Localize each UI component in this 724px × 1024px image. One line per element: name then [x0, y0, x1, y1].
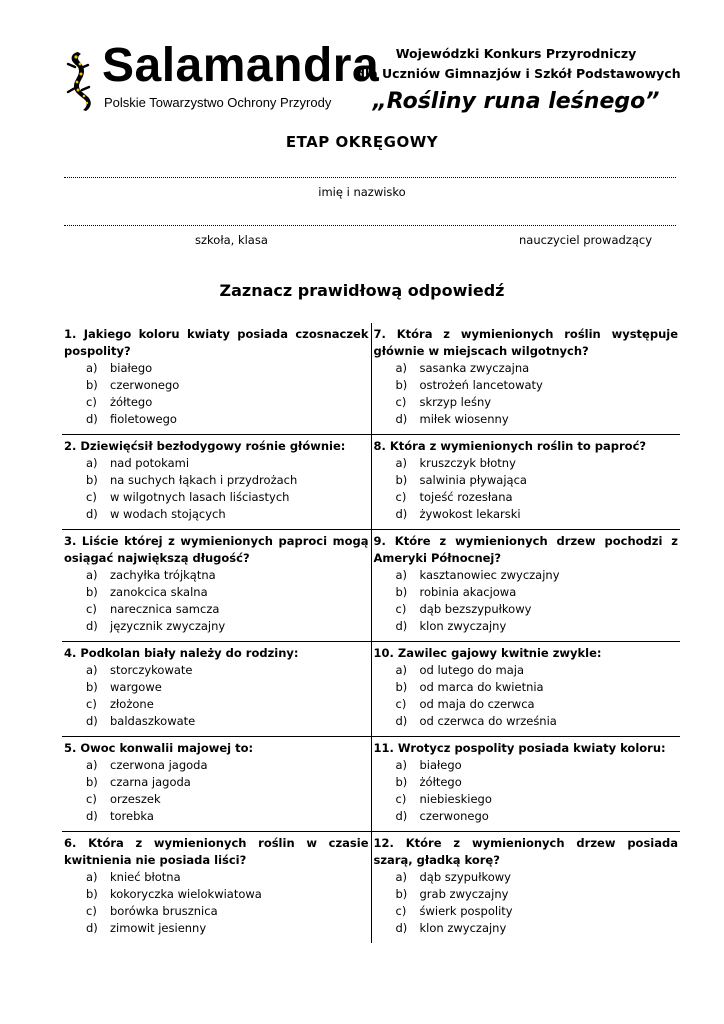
answer-option[interactable] — [396, 618, 679, 635]
answer-letter: c) — [86, 697, 97, 711]
answer-option[interactable] — [86, 886, 369, 903]
answer-option[interactable] — [396, 886, 679, 903]
answer-text: od czerwca do września — [419, 714, 557, 728]
answer-letter: b) — [395, 585, 408, 599]
answer-text: salwinia pływająca — [419, 473, 527, 487]
answer-text: zachyłka trójkątna — [110, 568, 216, 582]
answer-text: żywokost lekarski — [419, 507, 521, 521]
answer-text: białego — [110, 361, 153, 375]
answer-option[interactable] — [86, 774, 369, 791]
answer-text: sasanka zwyczajna — [419, 361, 530, 375]
question-cell — [62, 323, 371, 435]
answer-option[interactable] — [396, 757, 679, 774]
answer-text: borówka brusznica — [110, 904, 218, 918]
question-row — [62, 435, 680, 530]
question-text: 8. Która z wymienionych roślin to paproć? — [373, 439, 647, 453]
school-field-label: szkoła, klasa — [195, 233, 268, 247]
question-text: 1. Jakiego koloru kwiaty posiada czosnaczek pospolity? — [64, 327, 369, 358]
logo-subtitle: Polskie Towarzystwo Ochrony Przyrody — [104, 95, 332, 110]
question-text: 7. Która z wymienionych roślin występuje głównie w miejscach wilgotnych? — [373, 327, 678, 358]
question-cell — [371, 530, 680, 642]
question-text: 10. Zawilec gajowy kwitnie zwykle: — [373, 646, 602, 660]
answer-letter: c) — [395, 904, 407, 918]
answer-text: złożone — [110, 697, 154, 711]
name-field-line — [64, 177, 676, 178]
answer-text: od lutego do maja — [419, 663, 525, 677]
answer-option[interactable] — [396, 455, 679, 472]
answer-option[interactable] — [86, 662, 369, 679]
contest-header — [356, 44, 681, 118]
answer-list — [374, 360, 679, 428]
answer-letter: c) — [395, 792, 407, 806]
logo-word: Salamandra — [102, 39, 380, 92]
answer-letter: b) — [395, 378, 408, 392]
answer-option[interactable] — [86, 903, 369, 920]
answer-option[interactable] — [396, 869, 679, 886]
answer-text: żółtego — [419, 775, 462, 789]
answer-option[interactable] — [86, 713, 369, 730]
question-row — [62, 530, 680, 642]
answer-letter: d) — [395, 507, 408, 521]
answer-letter: a) — [86, 758, 98, 772]
answer-option[interactable] — [86, 455, 369, 472]
question-cell — [62, 737, 371, 832]
answer-letter: c) — [86, 602, 97, 616]
answer-letter: a) — [86, 663, 98, 677]
answer-option[interactable] — [86, 567, 369, 584]
answer-letter: b) — [395, 887, 408, 901]
answer-text: czerwonego — [110, 378, 180, 392]
answer-option[interactable] — [86, 618, 369, 635]
answer-option[interactable] — [396, 489, 679, 506]
question-cell — [62, 642, 371, 737]
answer-text: knieć błotna — [110, 870, 181, 884]
school-field-line — [64, 225, 676, 226]
answer-option[interactable] — [86, 377, 369, 394]
answer-letter: b) — [395, 775, 408, 789]
answer-letter: b) — [395, 680, 408, 694]
question-cell — [371, 435, 680, 530]
stage-title: ETAP OKRĘGOWY — [285, 133, 439, 151]
answer-letter: b) — [86, 887, 98, 901]
contest-title: „Rośliny runa leśnego” — [372, 89, 660, 114]
answer-letter: b) — [86, 473, 98, 487]
answer-option[interactable] — [86, 411, 369, 428]
answer-list — [374, 869, 679, 937]
answer-letter: c) — [395, 602, 407, 616]
answer-letter: c) — [395, 490, 407, 504]
answer-text: skrzyp leśny — [419, 395, 492, 409]
answer-text: ostrożeń lancetowaty — [419, 378, 543, 392]
answer-letter: d) — [86, 921, 98, 935]
answer-option[interactable] — [396, 696, 679, 713]
question-row — [62, 737, 680, 832]
question-text: 9. Które z wymienionych drzew pochodzi z Ameryki Północnej? — [373, 534, 678, 565]
answer-text: klon zwyczajny — [419, 921, 507, 935]
question-row — [62, 642, 680, 737]
answer-letter: d) — [395, 412, 408, 426]
contest-line-1: Wojewódzki Konkurs Przyrodniczy — [395, 46, 637, 61]
answer-option[interactable] — [86, 869, 369, 886]
answer-letter: b) — [86, 680, 98, 694]
answer-letter: b) — [86, 378, 98, 392]
answer-text: dąb szypułkowy — [419, 870, 511, 884]
answer-text: fioletowego — [110, 412, 177, 426]
answer-option[interactable] — [86, 808, 369, 825]
teacher-field-label: nauczyciel prowadzący — [519, 233, 653, 247]
answer-option[interactable] — [396, 472, 679, 489]
answer-list — [64, 757, 369, 825]
answer-letter: d) — [86, 412, 98, 426]
question-cell — [371, 737, 680, 832]
answer-letter: c) — [86, 904, 97, 918]
questions-table — [62, 323, 680, 943]
answer-option[interactable] — [396, 662, 679, 679]
answer-letter: a) — [395, 870, 408, 884]
answer-option[interactable] — [86, 696, 369, 713]
question-text: 4. Podkolan biały należy do rodziny: — [64, 646, 299, 660]
answer-letter: a) — [395, 361, 408, 375]
answer-option[interactable] — [86, 506, 369, 523]
answer-letter: a) — [395, 758, 408, 772]
answer-text: żółtego — [110, 395, 153, 409]
answer-option[interactable] — [86, 394, 369, 411]
answer-text: miłek wiosenny — [419, 412, 509, 426]
answer-option[interactable] — [396, 601, 679, 618]
question-text: 11. Wrotycz pospolity posiada kwiaty koloru: — [373, 741, 666, 755]
answer-letter: a) — [86, 361, 98, 375]
answer-option[interactable] — [396, 567, 679, 584]
answer-option[interactable] — [86, 489, 369, 506]
answer-option[interactable] — [396, 506, 679, 523]
answer-option[interactable] — [396, 360, 679, 377]
answer-letter: b) — [395, 473, 408, 487]
answer-text: kruszczyk błotny — [419, 456, 516, 470]
question-cell — [371, 642, 680, 737]
answer-text: białego — [419, 758, 462, 772]
answer-text: dąb bezszypułkowy — [419, 602, 532, 616]
answer-option[interactable] — [86, 472, 369, 489]
answer-option[interactable] — [86, 757, 369, 774]
answer-text: w wilgotnych lasach liściastych — [110, 490, 290, 504]
question-row — [62, 832, 680, 944]
answer-text: na suchych łąkach i przydrożach — [110, 473, 298, 487]
answer-letter: c) — [395, 395, 407, 409]
answer-option[interactable] — [396, 377, 679, 394]
answer-text: narecznica samcza — [110, 602, 220, 616]
answer-text: tojeść rozesłana — [419, 490, 513, 504]
answer-letter: d) — [86, 507, 98, 521]
answer-text: wargowe — [110, 680, 162, 694]
answer-text: czerwonego — [419, 809, 489, 823]
question-text: 12. Które z wymienionych drzew posiada szarą, gładką korę? — [373, 836, 678, 867]
answer-letter: b) — [86, 585, 98, 599]
answer-option[interactable] — [86, 584, 369, 601]
question-cell — [62, 832, 371, 944]
answer-letter: d) — [395, 619, 408, 633]
salamander-icon — [66, 50, 100, 112]
question-cell — [62, 435, 371, 530]
answer-text: grab zwyczajny — [419, 887, 509, 901]
answer-list — [64, 567, 369, 635]
answer-text: kasztanowiec zwyczajny — [419, 568, 560, 582]
answer-option[interactable] — [396, 920, 679, 937]
answer-letter: d) — [395, 714, 408, 728]
instruction-heading: Zaznacz prawidłową odpowiedź — [219, 281, 505, 300]
question-text: 6. Która z wymienionych roślin w czasie kwitnienia nie posiada liści? — [64, 836, 369, 867]
name-field-label: imię i nazwisko — [318, 185, 406, 199]
answer-letter: a) — [395, 663, 408, 677]
answer-letter: a) — [395, 568, 408, 582]
answer-option[interactable] — [396, 903, 679, 920]
answer-text: zimowit jesienny — [110, 921, 207, 935]
answer-text: baldaszkowate — [110, 714, 196, 728]
answer-text: w wodach stojących — [110, 507, 226, 521]
answer-list — [64, 360, 369, 428]
question-text: 2. Dziewięćsił bezłodygowy rośnie głównie: — [64, 439, 346, 453]
answer-letter: c) — [86, 395, 97, 409]
answer-letter: b) — [86, 775, 98, 789]
answer-text: języcznik zwyczajny — [110, 619, 226, 633]
answer-letter: a) — [86, 568, 98, 582]
question-cell — [371, 323, 680, 435]
answer-list — [64, 455, 369, 523]
answer-text: robinia akacjowa — [419, 585, 517, 599]
answer-letter: d) — [395, 809, 408, 823]
answer-text: od maja do czerwca — [419, 697, 535, 711]
answer-text: orzeszek — [110, 792, 161, 806]
answer-letter: c) — [395, 697, 407, 711]
answer-text: czerwona jagoda — [110, 758, 208, 772]
answer-text: zanokcica skalna — [110, 585, 208, 599]
answer-option[interactable] — [86, 360, 369, 377]
answer-text: nad potokami — [110, 456, 190, 470]
salamandra-logo — [66, 39, 380, 112]
answer-text: niebieskiego — [419, 792, 492, 806]
answer-text: torebka — [110, 809, 154, 823]
answer-option[interactable] — [396, 774, 679, 791]
answer-list — [374, 757, 679, 825]
answer-text: od marca do kwietnia — [419, 680, 544, 694]
answer-option[interactable] — [396, 791, 679, 808]
answer-letter: d) — [395, 921, 408, 935]
answer-list — [64, 869, 369, 937]
answer-text: czarna jagoda — [110, 775, 191, 789]
answer-option[interactable] — [396, 394, 679, 411]
answer-option[interactable] — [396, 679, 679, 696]
answer-list — [64, 662, 369, 730]
answer-letter: a) — [395, 456, 408, 470]
answer-list — [374, 455, 679, 523]
answer-option[interactable] — [86, 791, 369, 808]
answer-option[interactable] — [396, 808, 679, 825]
question-row — [62, 323, 680, 435]
answer-option[interactable] — [86, 920, 369, 937]
question-text: 5. Owoc konwalii majowej to: — [64, 741, 254, 755]
question-cell — [62, 530, 371, 642]
answer-list — [374, 567, 679, 635]
answer-text: kokoryczka wielokwiatowa — [110, 887, 262, 901]
question-cell — [371, 832, 680, 944]
answer-letter: d) — [86, 714, 98, 728]
answer-letter: c) — [86, 490, 97, 504]
answer-text: storczykowate — [110, 663, 193, 677]
contest-line-2: dla Uczniów Gimnazjów i Szkół Podstawowych — [356, 66, 681, 81]
question-text: 3. Liście której z wymienionych paproci mogą osiągać największą długość? — [64, 534, 369, 565]
answer-letter: d) — [86, 619, 98, 633]
answer-text: świerk pospolity — [419, 904, 513, 918]
answer-list — [374, 662, 679, 730]
answer-option[interactable] — [396, 411, 679, 428]
answer-letter: d) — [86, 809, 98, 823]
answer-option[interactable] — [396, 713, 679, 730]
answer-text: klon zwyczajny — [419, 619, 507, 633]
answer-option[interactable] — [86, 679, 369, 696]
answer-option[interactable] — [396, 584, 679, 601]
answer-letter: c) — [86, 792, 97, 806]
answer-letter: a) — [86, 456, 98, 470]
answer-option[interactable] — [86, 601, 369, 618]
answer-letter: a) — [86, 870, 98, 884]
